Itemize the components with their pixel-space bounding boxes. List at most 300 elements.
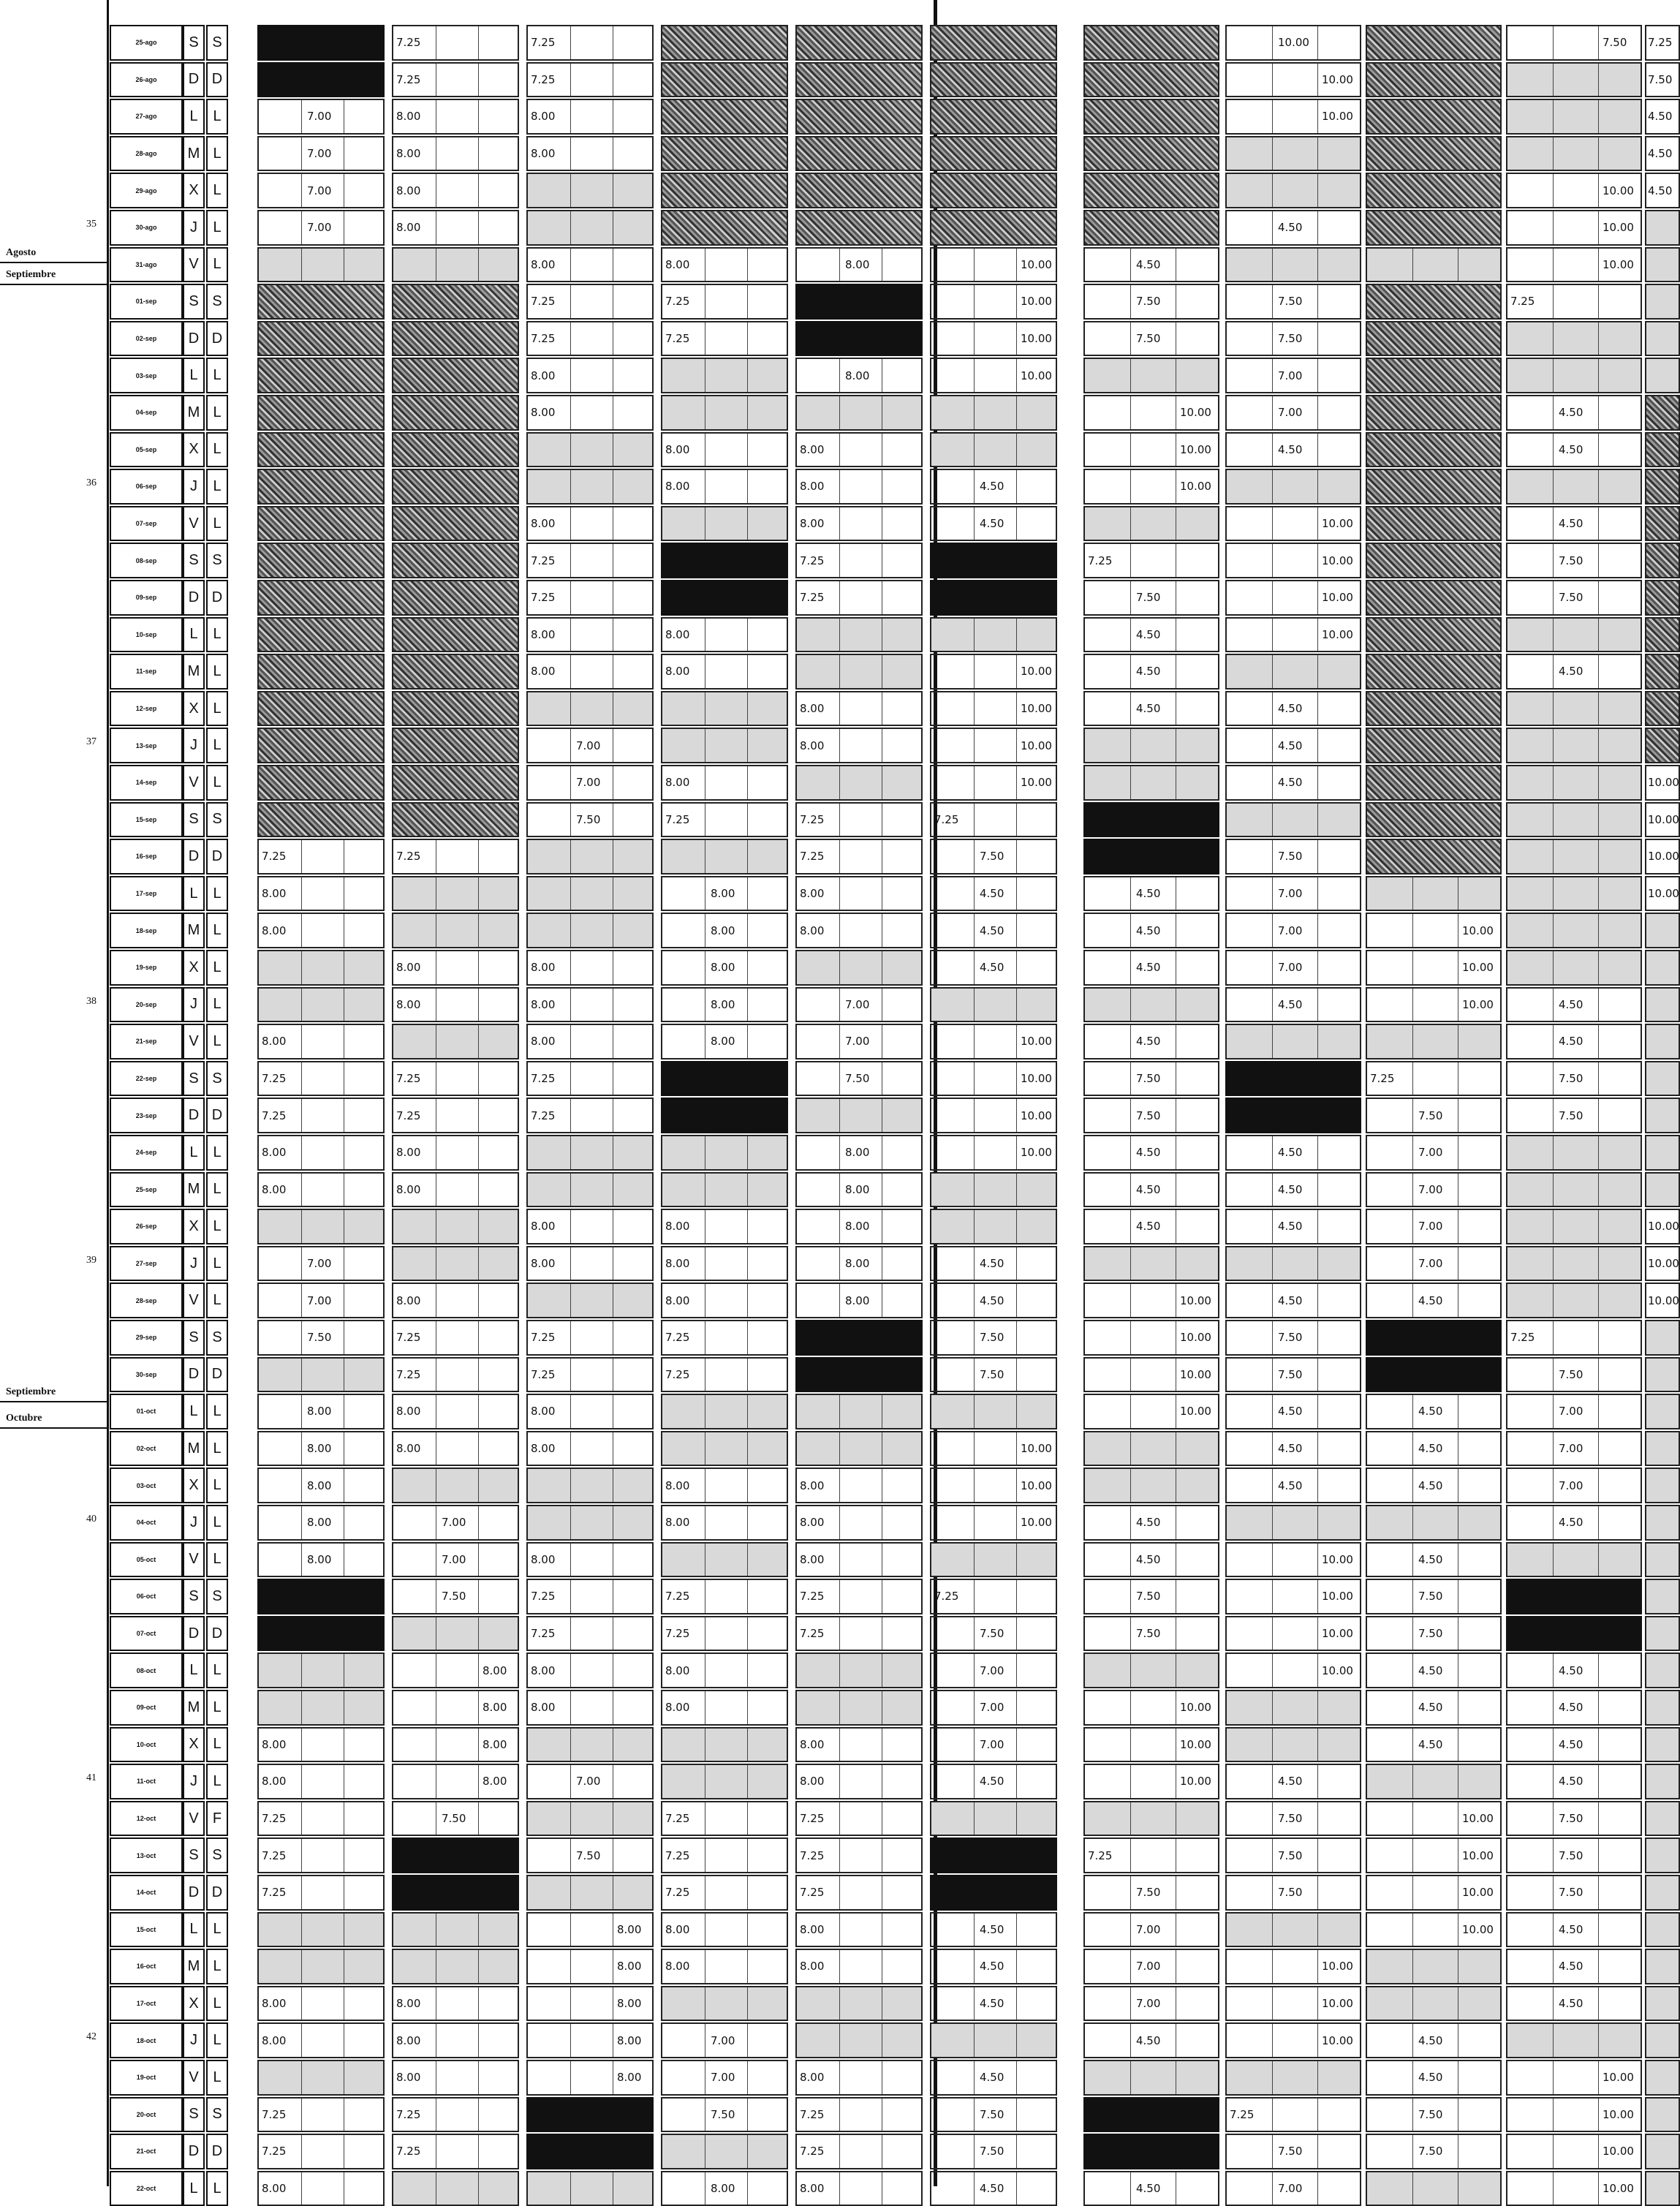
shift-cell bbox=[392, 1246, 519, 1282]
shift-cell bbox=[392, 2097, 519, 2133]
shift-cell bbox=[930, 839, 1057, 875]
shift-hours: 7.00 bbox=[1136, 1922, 1161, 1936]
date-cell: 22-sep bbox=[110, 1061, 183, 1097]
subcell-divider bbox=[1412, 1062, 1413, 1095]
subcell-divider bbox=[1317, 655, 1318, 688]
subcell-divider bbox=[1016, 470, 1017, 503]
daytype-cell: S bbox=[206, 1320, 228, 1356]
subcell-divider bbox=[1553, 544, 1554, 577]
shift-cell bbox=[930, 1690, 1057, 1726]
subcell-divider bbox=[478, 1284, 479, 1317]
shift-cell bbox=[392, 617, 519, 653]
subcell-divider bbox=[1130, 655, 1131, 688]
subcell-divider bbox=[974, 840, 975, 873]
shift-cell bbox=[661, 1357, 788, 1393]
shift-cell bbox=[392, 1801, 519, 1837]
shift-cell bbox=[930, 2022, 1057, 2058]
shift-cell bbox=[930, 2134, 1057, 2169]
daytype-cell: L bbox=[206, 987, 228, 1023]
date-cell: 30-ago bbox=[110, 210, 183, 246]
subcell-divider bbox=[1598, 2099, 1599, 2131]
subcell-divider bbox=[1317, 1544, 1318, 1576]
shift-hours: 8.00 bbox=[711, 923, 735, 937]
weekday-cell: J bbox=[183, 728, 205, 763]
shift-cell bbox=[930, 1837, 1057, 1873]
subcell-divider bbox=[301, 249, 302, 282]
shift-cell bbox=[1506, 1801, 1642, 1837]
shift-hours: 4.50 bbox=[1278, 1478, 1303, 1492]
subcell-divider bbox=[1598, 1987, 1599, 2020]
subcell-divider bbox=[974, 1136, 975, 1169]
subcell-divider bbox=[974, 1729, 975, 1761]
month-separator bbox=[0, 262, 107, 263]
subcell-divider bbox=[570, 2061, 571, 2094]
subcell-divider bbox=[747, 2061, 748, 2094]
shift-hours: 7.25 bbox=[1088, 1848, 1113, 1862]
shift-cell bbox=[795, 1098, 923, 1133]
daytype-cell: L bbox=[206, 1283, 228, 1318]
shift-cell bbox=[1225, 1875, 1361, 1911]
subcell-divider bbox=[1130, 470, 1131, 503]
shift-hours: 4.50 bbox=[1136, 1220, 1161, 1234]
shift-cell bbox=[257, 1986, 385, 2022]
shift-cell bbox=[1225, 617, 1361, 653]
subcell-divider bbox=[1016, 322, 1017, 355]
daytype-cell: L bbox=[206, 654, 228, 690]
subcell-divider bbox=[839, 1914, 840, 1946]
subcell-divider bbox=[1130, 285, 1131, 318]
subcell-divider bbox=[839, 1432, 840, 1465]
subcell-divider bbox=[1130, 1136, 1131, 1169]
shift-cell bbox=[1506, 1098, 1642, 1133]
shift-hours: 7.25 bbox=[1370, 1072, 1395, 1086]
shift-cell bbox=[1506, 358, 1642, 393]
shift-cell bbox=[526, 617, 654, 653]
shift-hours: 7.50 bbox=[1278, 1886, 1303, 1900]
shift-hours: 7.50 bbox=[1278, 1367, 1303, 1381]
subcell-divider bbox=[747, 619, 748, 651]
shift-hours: 8.00 bbox=[262, 1775, 287, 1788]
subcell-divider bbox=[570, 1136, 571, 1169]
subcell-divider bbox=[570, 729, 571, 762]
shift-hours: 7.25 bbox=[396, 1108, 421, 1122]
shift-cell bbox=[1366, 839, 1502, 875]
shift-cell bbox=[1366, 469, 1502, 505]
subcell-divider bbox=[974, 877, 975, 910]
subcell-divider bbox=[1130, 1839, 1131, 1872]
subcell-divider bbox=[747, 1469, 748, 1502]
shift-cell bbox=[392, 728, 519, 763]
shift-hours: 7.25 bbox=[800, 2107, 825, 2121]
shift-cell bbox=[257, 1505, 385, 1541]
weekday-cell: L bbox=[183, 99, 205, 135]
shift-cell bbox=[526, 1283, 654, 1318]
shift-cell bbox=[930, 1986, 1057, 2022]
date-cell: 18-sep bbox=[110, 913, 183, 948]
shift-hours: 8.00 bbox=[483, 1663, 507, 1677]
subcell-divider bbox=[1553, 729, 1554, 762]
daytype-cell: L bbox=[206, 1949, 228, 1984]
subcell-divider bbox=[1016, 1469, 1017, 1502]
date-cell: 03-sep bbox=[110, 358, 183, 393]
subcell-divider bbox=[570, 1099, 571, 1132]
shift-cell bbox=[1225, 247, 1361, 283]
subcell-divider bbox=[1598, 100, 1599, 133]
shift-cell bbox=[526, 1912, 654, 1948]
subcell-divider bbox=[1598, 1136, 1599, 1169]
shift-cell bbox=[1506, 1912, 1642, 1948]
subcell-divider bbox=[1553, 581, 1554, 614]
shift-cell bbox=[257, 247, 385, 283]
shift-cell bbox=[930, 136, 1057, 172]
subcell-divider bbox=[747, 2172, 748, 2205]
subcell-divider bbox=[839, 1544, 840, 1576]
shift-cell bbox=[526, 913, 654, 948]
shift-cell bbox=[1506, 432, 1642, 468]
subcell-divider bbox=[570, 1617, 571, 1650]
shift-cell bbox=[526, 395, 654, 431]
shift-hours: 7.50 bbox=[576, 812, 601, 826]
shift-hours: 7.00 bbox=[980, 1737, 1004, 1751]
subcell-divider bbox=[839, 766, 840, 799]
subcell-divider bbox=[1598, 249, 1599, 282]
subcell-divider bbox=[570, 877, 571, 910]
subcell-divider bbox=[570, 951, 571, 984]
subcell-divider bbox=[1412, 1691, 1413, 1724]
subcell-divider bbox=[1016, 2099, 1017, 2131]
shift-cell bbox=[257, 2060, 385, 2096]
shift-hours: 7.25 bbox=[262, 1072, 287, 1086]
subcell-divider bbox=[301, 2061, 302, 2094]
subcell-divider bbox=[839, 2061, 840, 2094]
shift-cell bbox=[1083, 1912, 1219, 1948]
shift-hours: 4.50 bbox=[1278, 739, 1303, 752]
shift-cell bbox=[930, 876, 1057, 912]
shift-cell bbox=[1506, 62, 1642, 98]
shift-cell bbox=[1225, 1061, 1361, 1097]
shift-hours: 10.00 bbox=[1180, 1405, 1211, 1419]
date-cell: 14-sep bbox=[110, 765, 183, 801]
shift-cell bbox=[1225, 654, 1361, 690]
subcell-divider bbox=[747, 1580, 748, 1613]
subcell-divider bbox=[747, 249, 748, 282]
shift-cell bbox=[1083, 395, 1219, 431]
subcell-divider bbox=[478, 1617, 479, 1650]
subcell-divider bbox=[1412, 1765, 1413, 1798]
shift-cell bbox=[795, 2022, 923, 2058]
shift-hours: 4.50 bbox=[980, 1293, 1004, 1307]
subcell-divider bbox=[1272, 434, 1273, 466]
subcell-divider bbox=[301, 1247, 302, 1280]
shift-cell bbox=[257, 1616, 385, 1652]
shift-cell bbox=[392, 987, 519, 1023]
shift-cell bbox=[257, 1098, 385, 1133]
subcell-divider bbox=[1272, 1025, 1273, 1058]
subcell-divider bbox=[1272, 544, 1273, 577]
subcell-divider bbox=[570, 1284, 571, 1317]
subcell-divider bbox=[301, 1469, 302, 1502]
shift-cell bbox=[1506, 1209, 1642, 1244]
subcell-divider bbox=[301, 1321, 302, 1354]
shift-cell bbox=[526, 802, 654, 838]
subcell-divider bbox=[478, 26, 479, 59]
subcell-divider bbox=[570, 914, 571, 947]
shift-cell bbox=[392, 1875, 519, 1911]
shift-hours: 4.50 bbox=[980, 961, 1004, 975]
subcell-divider bbox=[570, 1544, 571, 1576]
shift-hours: 7.25 bbox=[531, 295, 556, 309]
subcell-divider bbox=[974, 2099, 975, 2131]
shift-cell bbox=[257, 1283, 385, 1318]
shift-cell bbox=[795, 99, 923, 135]
subcell-divider bbox=[1272, 2024, 1273, 2057]
subcell-divider bbox=[1130, 729, 1131, 762]
shift-cell bbox=[257, 2097, 385, 2133]
shift-hours: 7.50 bbox=[1418, 1108, 1443, 1122]
shift-cell bbox=[392, 210, 519, 246]
subcell-divider bbox=[1553, 2135, 1554, 2168]
date-cell: 18-oct bbox=[110, 2022, 183, 2058]
shift-hours: 8.00 bbox=[531, 1552, 556, 1566]
shift-cell bbox=[930, 395, 1057, 431]
shift-cell bbox=[1506, 765, 1642, 801]
shift-cell bbox=[1083, 1061, 1219, 1097]
shift-hours: 4.50 bbox=[980, 1257, 1004, 1271]
subcell-divider bbox=[478, 1469, 479, 1502]
shift-cell bbox=[1506, 469, 1642, 505]
subcell-divider bbox=[1412, 1544, 1413, 1576]
shift-cell bbox=[795, 654, 923, 690]
shift-cell bbox=[1645, 1801, 1680, 1837]
shift-cell bbox=[526, 2171, 654, 2206]
subcell-divider bbox=[1553, 1876, 1554, 1909]
daytype-cell: L bbox=[206, 765, 228, 801]
shift-cell bbox=[1645, 1764, 1680, 1799]
subcell-divider bbox=[1317, 989, 1318, 1021]
shift-cell bbox=[1083, 1246, 1219, 1282]
subcell-divider bbox=[1412, 1247, 1413, 1280]
subcell-divider bbox=[1598, 1210, 1599, 1243]
shift-cell bbox=[1645, 1912, 1680, 1948]
shift-hours: 8.00 bbox=[531, 665, 556, 679]
shift-cell bbox=[1645, 1949, 1680, 1984]
shift-cell bbox=[1366, 1061, 1502, 1097]
shift-cell bbox=[795, 1505, 923, 1541]
subcell-divider bbox=[478, 1654, 479, 1687]
daytype-cell: L bbox=[206, 99, 228, 135]
subcell-divider bbox=[747, 1839, 748, 1872]
shift-hours: 10.00 bbox=[1322, 591, 1353, 605]
shift-hours: 7.00 bbox=[1418, 1220, 1443, 1234]
subcell-divider bbox=[1272, 877, 1273, 910]
shift-cell bbox=[661, 802, 788, 838]
shift-cell bbox=[1506, 1135, 1642, 1171]
shift-hours: 8.00 bbox=[800, 1478, 825, 1492]
date-cell: 20-oct bbox=[110, 2097, 183, 2133]
subcell-divider bbox=[747, 766, 748, 799]
subcell-divider bbox=[974, 1802, 975, 1835]
weekday-cell: X bbox=[183, 173, 205, 208]
daytype-cell: D bbox=[206, 62, 228, 98]
shift-hours: 10.00 bbox=[1021, 776, 1052, 790]
subcell-divider bbox=[1553, 1174, 1554, 1206]
shift-hours: 8.00 bbox=[845, 1182, 870, 1196]
shift-cell bbox=[1506, 1764, 1642, 1799]
subcell-divider bbox=[1412, 249, 1413, 282]
shift-hours: 8.00 bbox=[665, 1922, 690, 1936]
shift-cell bbox=[526, 1431, 654, 1467]
shift-hours: 8.00 bbox=[845, 257, 870, 271]
weekday-cell: M bbox=[183, 395, 205, 431]
subcell-divider bbox=[1272, 1359, 1273, 1391]
subcell-divider bbox=[1272, 507, 1273, 540]
subcell-divider bbox=[1412, 1432, 1413, 1465]
shift-cell bbox=[1506, 1246, 1642, 1282]
shift-cell bbox=[526, 432, 654, 468]
subcell-divider bbox=[1272, 1174, 1273, 1206]
shift-hours: 8.00 bbox=[396, 1182, 421, 1196]
subcell-divider bbox=[1598, 211, 1599, 244]
shift-cell bbox=[1366, 1652, 1502, 1688]
shift-hours: 8.00 bbox=[617, 1922, 642, 1936]
subcell-divider bbox=[747, 655, 748, 688]
subcell-divider bbox=[974, 766, 975, 799]
shift-cell bbox=[1083, 1135, 1219, 1171]
shift-cell bbox=[795, 62, 923, 98]
subcell-divider bbox=[1317, 877, 1318, 910]
shift-cell bbox=[1083, 1098, 1219, 1133]
subcell-divider bbox=[1598, 619, 1599, 651]
shift-hours: 8.00 bbox=[800, 1552, 825, 1566]
subcell-divider bbox=[478, 2135, 479, 2168]
subcell-divider bbox=[839, 1802, 840, 1835]
subcell-divider bbox=[301, 1062, 302, 1095]
subcell-divider bbox=[839, 1580, 840, 1613]
subcell-divider bbox=[1016, 2135, 1017, 2168]
shift-cell bbox=[795, 25, 923, 61]
week-number: 41 bbox=[86, 1772, 97, 1784]
subcell-divider bbox=[478, 1247, 479, 1280]
subcell-divider bbox=[1553, 989, 1554, 1021]
shift-hours: 4.50 bbox=[1559, 1701, 1583, 1715]
date-cell: 17-sep bbox=[110, 876, 183, 912]
shift-hours: 7.50 bbox=[1278, 1331, 1303, 1345]
shift-cell bbox=[1225, 987, 1361, 1023]
shift-cell bbox=[257, 1764, 385, 1799]
subcell-divider bbox=[1553, 1284, 1554, 1317]
daytype-cell: D bbox=[206, 839, 228, 875]
shift-hours: 8.00 bbox=[531, 627, 556, 641]
shift-cell bbox=[392, 395, 519, 431]
shift-cell bbox=[930, 1579, 1057, 1614]
subcell-divider bbox=[974, 2061, 975, 2094]
daytype-cell: L bbox=[206, 1727, 228, 1763]
subcell-divider bbox=[301, 951, 302, 984]
subcell-divider bbox=[1598, 1802, 1599, 1835]
shift-cell bbox=[795, 1320, 923, 1356]
shift-cell bbox=[1083, 284, 1219, 320]
date-cell: 16-sep bbox=[110, 839, 183, 875]
shift-cell bbox=[392, 1135, 519, 1171]
shift-cell bbox=[1645, 395, 1680, 431]
shift-hours: 7.00 bbox=[1559, 1442, 1583, 1456]
subcell-divider bbox=[1130, 1210, 1131, 1243]
subcell-divider bbox=[839, 1654, 840, 1687]
weekday-cell: V bbox=[183, 2060, 205, 2096]
shift-hours: 8.00 bbox=[262, 1035, 287, 1049]
subcell-divider bbox=[1317, 2099, 1318, 2131]
shift-hours: 7.50 bbox=[1648, 72, 1673, 86]
shift-hours: 10.00 bbox=[1648, 1257, 1679, 1271]
shift-cell bbox=[661, 654, 788, 690]
subcell-divider bbox=[839, 470, 840, 503]
shift-cell bbox=[930, 580, 1057, 616]
shift-cell bbox=[661, 1467, 788, 1503]
subcell-divider bbox=[301, 1802, 302, 1835]
shift-hours: 7.25 bbox=[800, 850, 825, 864]
shift-hours: 4.50 bbox=[980, 1775, 1004, 1788]
shift-hours: 8.00 bbox=[665, 1701, 690, 1715]
shift-cell bbox=[526, 1542, 654, 1578]
subcell-divider bbox=[1130, 1802, 1131, 1835]
shift-cell bbox=[1506, 987, 1642, 1023]
weekday-cell: D bbox=[183, 2134, 205, 2169]
shift-cell bbox=[526, 62, 654, 98]
subcell-divider bbox=[570, 1765, 571, 1798]
subcell-divider bbox=[839, 1025, 840, 1058]
subcell-divider bbox=[1412, 1987, 1413, 2020]
shift-cell bbox=[392, 1209, 519, 1244]
shift-cell bbox=[1225, 1283, 1361, 1318]
shift-cell bbox=[1225, 1727, 1361, 1763]
shift-cell bbox=[1645, 839, 1680, 875]
date-cell: 06-sep bbox=[110, 469, 183, 505]
shift-hours: 10.00 bbox=[1021, 257, 1052, 271]
shift-hours: 8.00 bbox=[262, 887, 287, 901]
subcell-divider bbox=[1016, 1765, 1017, 1798]
shift-cell bbox=[1366, 876, 1502, 912]
shift-cell bbox=[392, 802, 519, 838]
daytype-cell: D bbox=[206, 1875, 228, 1911]
shift-hours: 7.50 bbox=[980, 2107, 1004, 2121]
shift-hours: 8.00 bbox=[800, 1775, 825, 1788]
daytype-cell: L bbox=[206, 1024, 228, 1059]
subcell-divider bbox=[1553, 64, 1554, 97]
shift-hours: 10.00 bbox=[1021, 1072, 1052, 1086]
shift-hours: 4.50 bbox=[1136, 1516, 1161, 1530]
daytype-cell: S bbox=[206, 284, 228, 320]
subcell-divider bbox=[1598, 1247, 1599, 1280]
subcell-divider bbox=[1272, 1876, 1273, 1909]
weekday-cell: D bbox=[183, 1098, 205, 1133]
shift-cell bbox=[1366, 136, 1502, 172]
subcell-divider bbox=[1016, 1062, 1017, 1095]
subcell-divider bbox=[301, 2099, 302, 2131]
shift-hours: 8.00 bbox=[396, 961, 421, 975]
subcell-divider bbox=[1598, 2172, 1599, 2205]
weekday-cell: L bbox=[183, 358, 205, 393]
subcell-divider bbox=[1598, 322, 1599, 355]
shift-hours: 8.00 bbox=[711, 1035, 735, 1049]
shift-cell bbox=[1366, 284, 1502, 320]
subcell-divider bbox=[1272, 1802, 1273, 1835]
shift-cell bbox=[1366, 506, 1502, 542]
subcell-divider bbox=[1016, 2024, 1017, 2057]
subcell-divider bbox=[747, 470, 748, 503]
shift-cell bbox=[661, 469, 788, 505]
shift-cell bbox=[1366, 2022, 1502, 2058]
shift-cell bbox=[1083, 62, 1219, 98]
